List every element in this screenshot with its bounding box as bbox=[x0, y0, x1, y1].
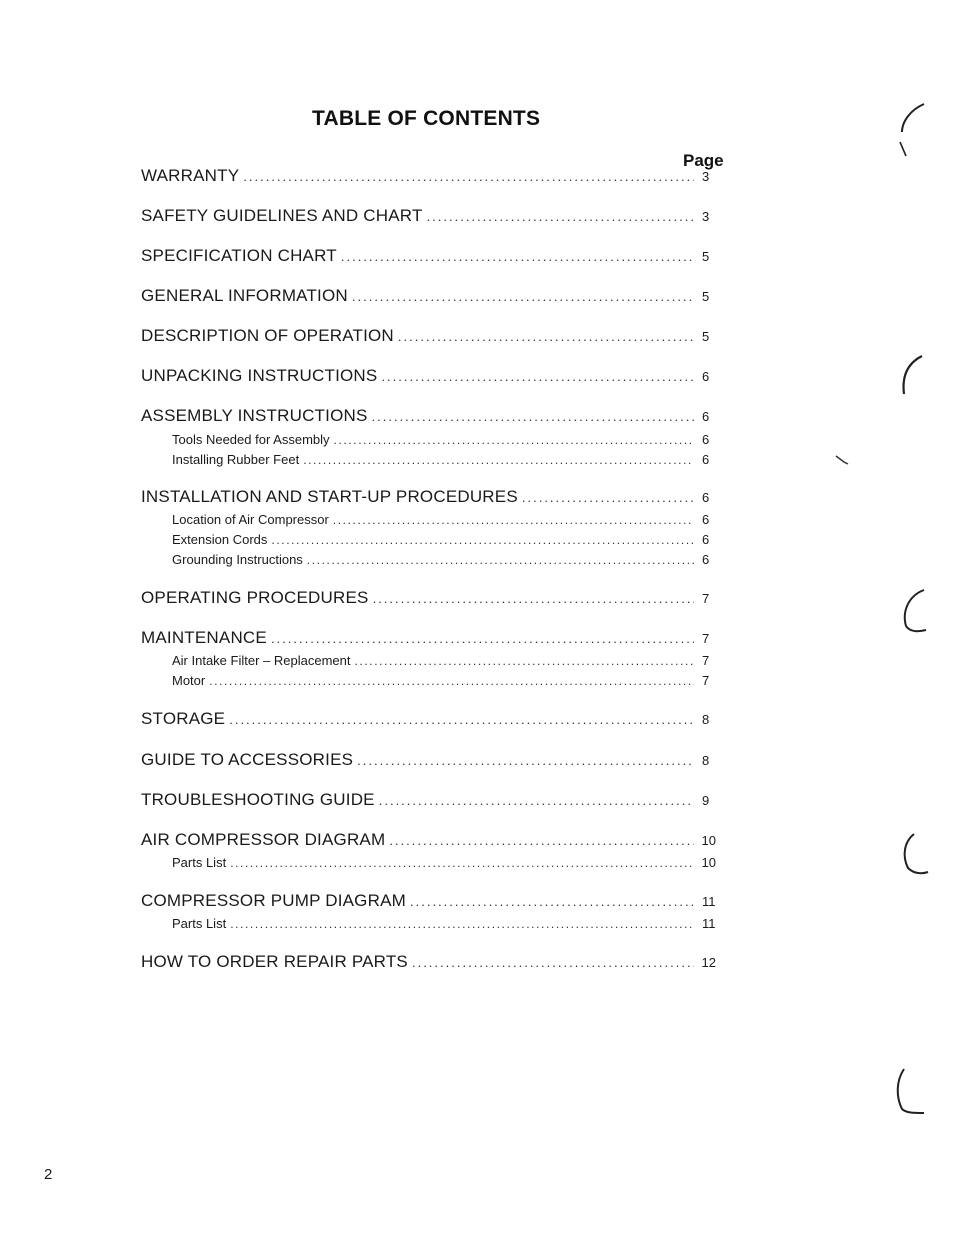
toc-entry-label: Tools Needed for Assembly bbox=[172, 432, 330, 447]
binder-hole-shadow bbox=[892, 352, 932, 402]
binder-hole-shadow bbox=[890, 100, 930, 160]
scan-speck bbox=[834, 454, 852, 468]
toc-entry-label: Air Intake Filter – Replacement bbox=[172, 653, 351, 668]
toc-entry-storage bbox=[141, 709, 716, 729]
dot-leader bbox=[522, 490, 694, 505]
toc-entry-page: 6 bbox=[702, 532, 710, 547]
dot-leader bbox=[341, 249, 694, 264]
toc-subentry-parts-list bbox=[172, 855, 716, 870]
toc-entry-page: 6 bbox=[702, 552, 710, 567]
toc-entry-page: 10 bbox=[701, 833, 716, 848]
toc-entry-operating-procedures bbox=[141, 588, 716, 608]
dot-leader bbox=[334, 433, 694, 447]
toc-entry-label: INSTALLATION AND START-UP PROCEDURES bbox=[141, 487, 518, 506]
dot-leader bbox=[229, 712, 694, 727]
toc-entry-general-information bbox=[141, 286, 716, 306]
toc-entry-description-of-operation bbox=[141, 326, 716, 346]
dot-leader bbox=[230, 856, 693, 870]
toc-entry-page: 8 bbox=[702, 753, 710, 768]
toc-entry-page: 6 bbox=[702, 432, 710, 447]
binder-hole-shadow bbox=[892, 586, 932, 638]
dot-leader bbox=[307, 553, 694, 567]
toc-entry-page: 7 bbox=[702, 653, 710, 668]
dot-leader bbox=[381, 369, 694, 384]
toc-entry-specification-chart bbox=[141, 246, 716, 266]
dot-leader bbox=[354, 654, 694, 668]
toc-subentry-air-intake-filter bbox=[172, 653, 716, 668]
dot-leader bbox=[410, 894, 694, 909]
toc-entry-page: 6 bbox=[702, 490, 710, 505]
toc-entry-troubleshooting-guide bbox=[141, 790, 716, 810]
toc-entry-label: HOW TO ORDER REPAIR PARTS bbox=[141, 952, 408, 971]
page-column-heading: Page bbox=[683, 151, 724, 170]
toc-entry-page: 3 bbox=[702, 209, 710, 224]
toc-entry-label: GENERAL INFORMATION bbox=[141, 286, 348, 305]
toc-entry-page: 7 bbox=[702, 591, 710, 606]
toc-entry-label: Location of Air Compressor bbox=[172, 512, 329, 527]
toc-entry-label: Extension Cords bbox=[172, 532, 268, 547]
toc-entry-label: Parts List bbox=[172, 916, 227, 931]
toc-entry-page: 8 bbox=[702, 712, 710, 727]
toc-entry-label: TROUBLESHOOTING GUIDE bbox=[141, 790, 375, 809]
toc-subentry-parts-list bbox=[172, 916, 716, 931]
toc-subentry-extension-cords bbox=[172, 532, 716, 547]
toc-entry-page: 9 bbox=[702, 793, 710, 808]
dot-leader bbox=[389, 833, 693, 848]
toc-entry-label: STORAGE bbox=[141, 709, 226, 728]
toc-subentry-grounding-instructions bbox=[172, 552, 716, 567]
toc-entry-safety-guidelines bbox=[141, 206, 716, 226]
binder-hole-shadow bbox=[890, 1065, 930, 1117]
dot-leader bbox=[243, 169, 694, 184]
toc-entry-label: WARRANTY bbox=[141, 166, 240, 185]
toc-entry-maintenance bbox=[141, 628, 716, 648]
toc-entry-label: ASSEMBLY INSTRUCTIONS bbox=[141, 406, 368, 425]
binder-hole-shadow bbox=[892, 830, 932, 880]
toc-entry-guide-to-accessories bbox=[141, 750, 716, 770]
toc-entry-page: 5 bbox=[702, 249, 710, 264]
toc-entry-label: Motor bbox=[172, 673, 206, 688]
toc-subentry-installing-rubber-feet bbox=[172, 452, 716, 467]
toc-entry-label: OPERATING PROCEDURES bbox=[141, 588, 369, 607]
toc-entry-unpacking-instructions bbox=[141, 366, 716, 386]
toc-entry-label: Installing Rubber Feet bbox=[172, 452, 300, 467]
toc-entry-page: 3 bbox=[702, 169, 710, 184]
toc-entry-page: 5 bbox=[702, 329, 710, 344]
toc-entry-page: 5 bbox=[702, 289, 710, 304]
toc-entry-label: Parts List bbox=[172, 855, 227, 870]
toc-entry-label: GUIDE TO ACCESSORIES bbox=[141, 750, 354, 769]
toc-entry-page: 6 bbox=[702, 512, 710, 527]
page-number: 2 bbox=[44, 1166, 53, 1183]
toc-entry-label: COMPRESSOR PUMP DIAGRAM bbox=[141, 891, 406, 910]
toc-entry-page: 12 bbox=[701, 955, 716, 970]
dot-leader bbox=[372, 409, 694, 424]
toc-entry-page: 11 bbox=[702, 894, 716, 909]
toc-subentry-motor bbox=[172, 673, 716, 688]
toc-entry-air-compressor-diagram bbox=[141, 830, 716, 850]
toc-entry-page: 6 bbox=[702, 369, 710, 384]
toc-entry-label: DESCRIPTION OF OPERATION bbox=[141, 326, 394, 345]
toc-entry-page: 7 bbox=[702, 673, 710, 688]
dot-leader bbox=[357, 753, 694, 768]
toc-subentry-location-of-air-compressor bbox=[172, 512, 716, 527]
dot-leader bbox=[209, 674, 694, 688]
dot-leader bbox=[230, 917, 694, 931]
dot-leader bbox=[271, 533, 694, 547]
dot-leader bbox=[271, 631, 694, 646]
toc-entry-label: SPECIFICATION CHART bbox=[141, 246, 337, 265]
dot-leader bbox=[373, 591, 694, 606]
page-title: TABLE OF CONTENTS bbox=[312, 107, 541, 130]
dot-leader bbox=[398, 329, 694, 344]
toc-entry-label: SAFETY GUIDELINES AND CHART bbox=[141, 206, 423, 225]
toc-entry-label: Grounding Instructions bbox=[172, 552, 303, 567]
dot-leader bbox=[352, 289, 694, 304]
dot-leader bbox=[427, 209, 694, 224]
toc-entry-page: 6 bbox=[702, 409, 710, 424]
toc-entry-label: AIR COMPRESSOR DIAGRAM bbox=[141, 830, 386, 849]
toc-entry-label: MAINTENANCE bbox=[141, 628, 267, 647]
dot-leader bbox=[379, 793, 694, 808]
toc-entry-how-to-order-repair-parts bbox=[141, 952, 716, 972]
toc-entry-assembly-instructions bbox=[141, 406, 716, 426]
toc-entry-warranty bbox=[141, 166, 716, 186]
toc-entry-page: 6 bbox=[702, 452, 710, 467]
toc-entry-compressor-pump-diagram bbox=[141, 891, 716, 911]
toc-entry-installation-startup bbox=[141, 487, 716, 507]
toc-entry-page: 7 bbox=[702, 631, 710, 646]
toc-entry-page: 10 bbox=[701, 855, 716, 870]
dot-leader bbox=[303, 453, 694, 467]
dot-leader bbox=[412, 955, 694, 970]
dot-leader bbox=[333, 513, 694, 527]
toc-entry-page: 11 bbox=[702, 916, 716, 931]
toc-entry-label: UNPACKING INSTRUCTIONS bbox=[141, 366, 378, 385]
toc-subentry-tools-needed bbox=[172, 432, 716, 447]
